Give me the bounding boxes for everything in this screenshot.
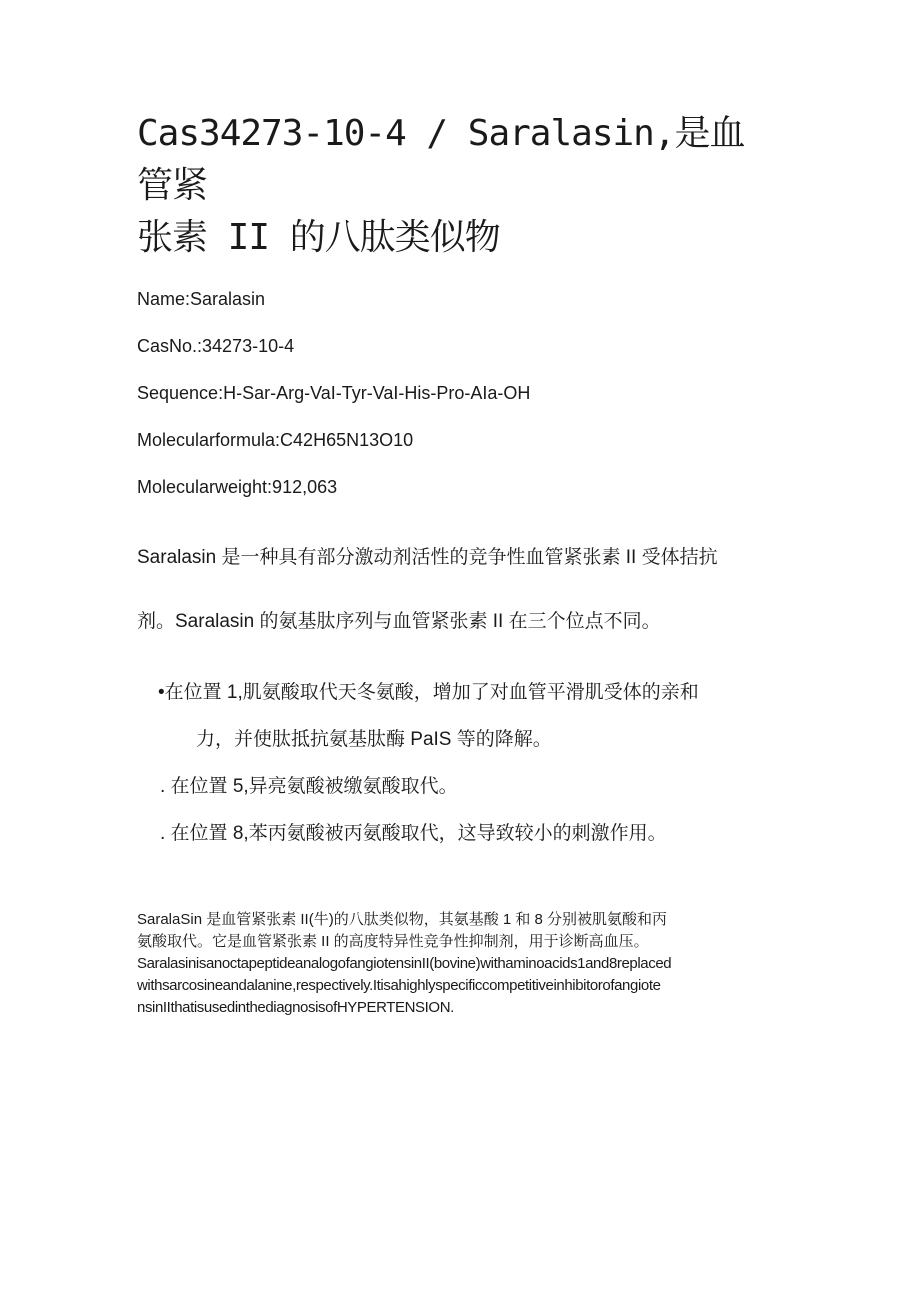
meta-name: Name:Saralasin	[137, 289, 266, 309]
bullet-position-1-line-2: 力，并使肽抵抗氨基肽酶 PaIS 等的降解。	[196, 729, 552, 750]
bullet-position-1-line-1: •在位置 1,肌氨酸取代天冬氨酸，增加了对血管平滑肌受体的亲和	[158, 682, 699, 703]
meta-cas-number: CasNo.:34273-10-4	[137, 336, 295, 356]
summary-block	[137, 909, 787, 1019]
summary-zh-line-1: SaralaSin 是血管紧张素 II(牛)的八肽类似物，其氨基酸 1 和 8 分别被肌氨酸和丙	[137, 911, 668, 928]
bullet-position-8: . 在位置 8,苯丙氨酸被丙氨酸取代，这导致较小的刺激作用。	[160, 823, 667, 844]
title-line-2: 张素 II 的八肽类似物	[137, 217, 500, 258]
meta-sequence: Sequence:H-Sar-Arg-VaI-Tyr-VaI-His-Pro-AIa-OH	[137, 383, 531, 403]
meta-molecular-weight: Molecularweight:912,063	[137, 477, 338, 497]
bullet-position-5: . 在位置 5,异亮氨酸被缴氨酸取代。	[160, 776, 458, 797]
intro-line-2: 剂。Saralasin 的氨基肽序列与血管紧张素 II 在三个位点不同。	[137, 611, 661, 632]
title-line-1: Cas34273-10-4 / Saralasin,是血管紧	[137, 113, 745, 206]
document-title	[137, 108, 777, 264]
intro-line-1: Saralasin 是一种具有部分激动剂活性的竞争性血管紧张素 II 受体拮抗	[137, 547, 718, 568]
summary-en-line-3: nsinIIthatisusedinthediagnosisofHYPERTENSION.	[137, 999, 454, 1016]
meta-molecular-formula: Molecularformula:C42H65N13O10	[137, 430, 414, 450]
summary-en-line-2: withsarcosineandalanine,respectively.Itisahighlyspecificcompetitiveinhibitorofangiote	[137, 977, 661, 994]
summary-zh-line-2: 氨酸取代。它是血管紧张素 II 的高度特异性竞争性抑制剂，用于诊断高血压。	[137, 933, 649, 950]
summary-en-line-1: SaralasinisanoctapeptideanalogofangiotensinII(bovine)withaminoacids1and8replaced	[137, 955, 672, 972]
